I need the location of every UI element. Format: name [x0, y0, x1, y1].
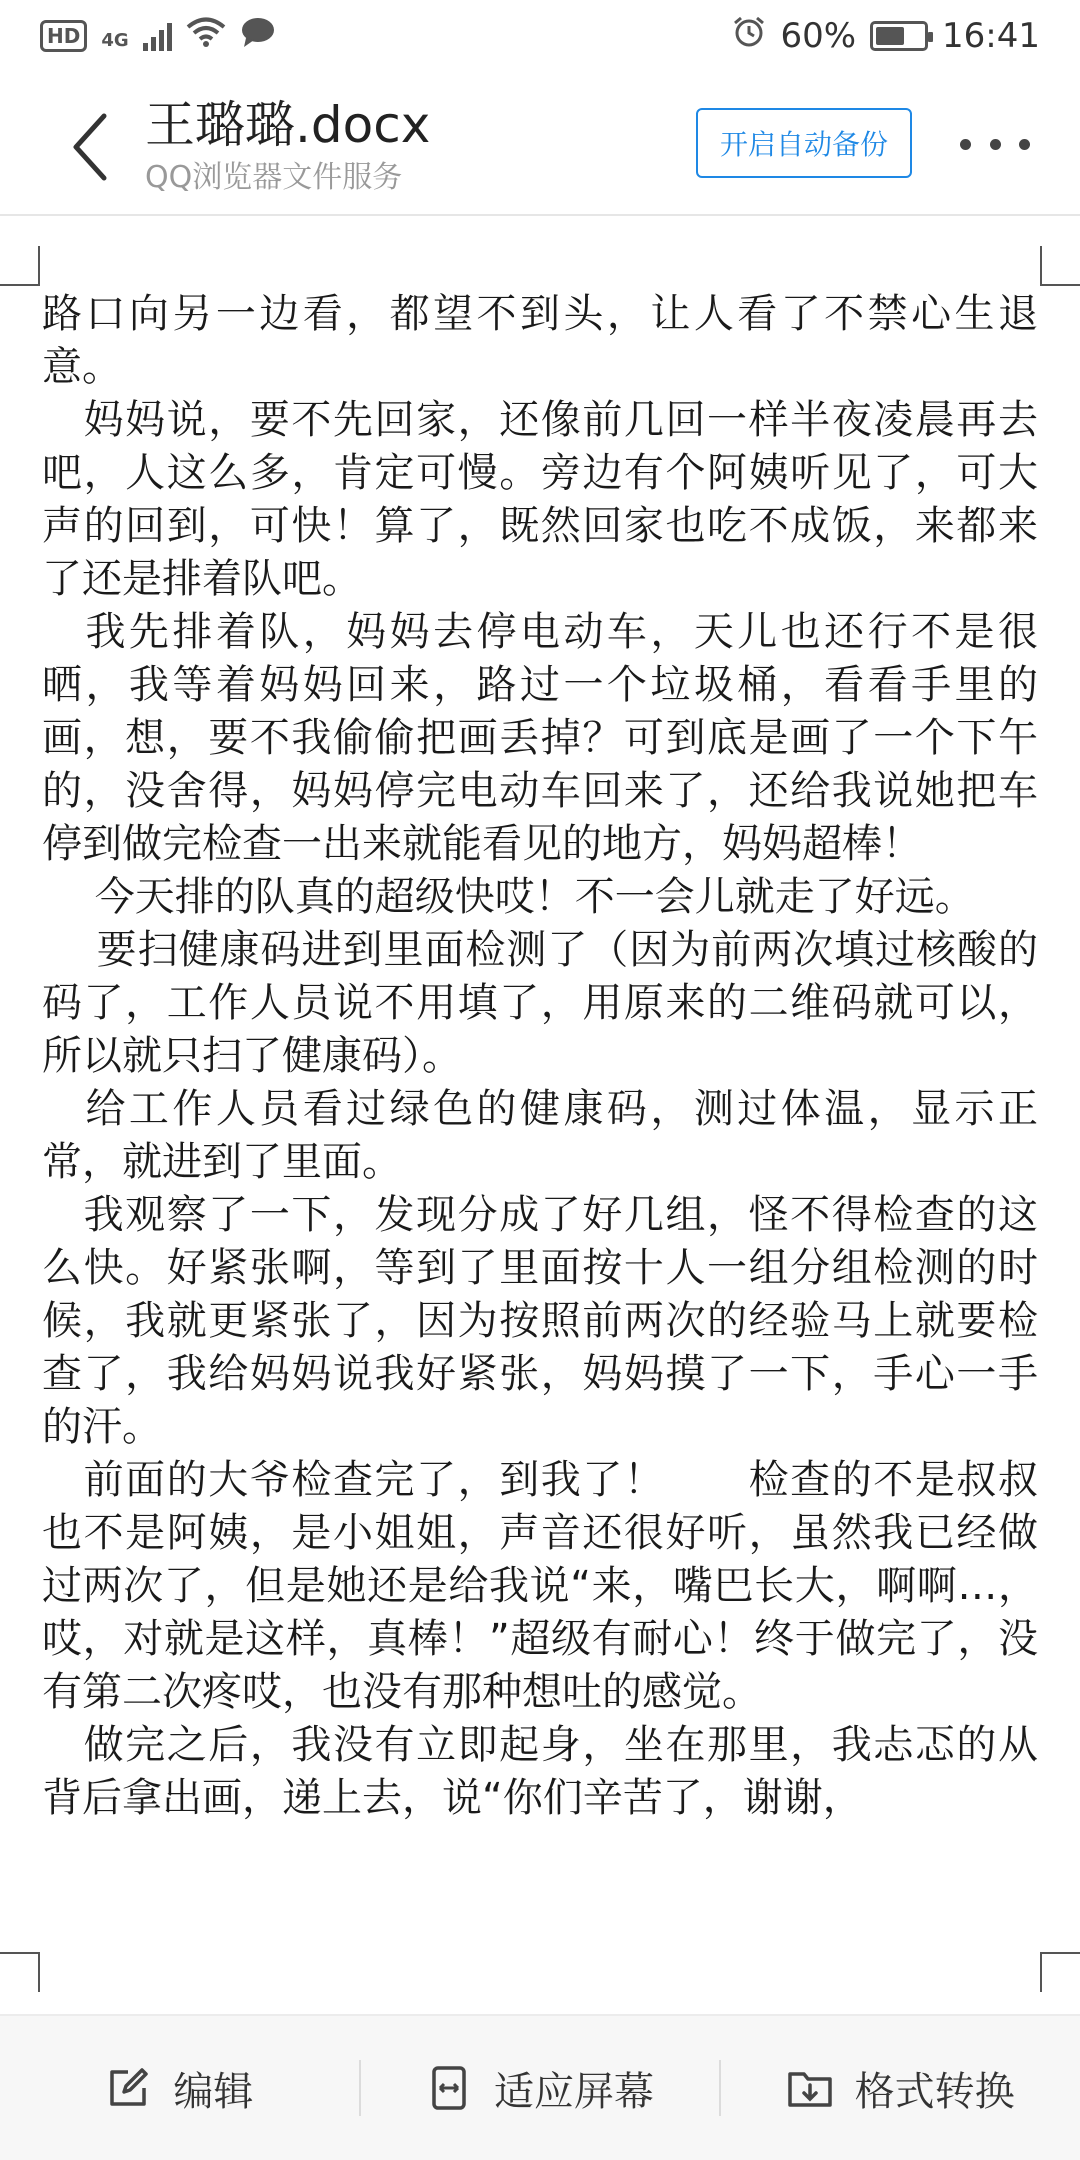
- more-dot-icon: [1019, 139, 1030, 150]
- fit-screen-label: 适应屏幕: [494, 2068, 654, 2115]
- chat-bubble-icon: [240, 16, 276, 57]
- alarm-icon: [732, 15, 766, 58]
- title-block: [145, 94, 430, 200]
- back-button[interactable]: [50, 102, 130, 192]
- edit-button[interactable]: [0, 2016, 359, 2160]
- edit-label: 编辑: [173, 2068, 254, 2115]
- bottom-toolbar: [0, 2014, 1080, 2160]
- document-source: QQ浏览器文件服务: [145, 160, 403, 195]
- signal-icon: [143, 21, 172, 51]
- clock: 16:41: [942, 16, 1040, 56]
- status-bar: [0, 0, 1080, 72]
- paragraph: 妈妈说，要不先回家，还像前几回一样半夜凌晨再去吧，人这么多，肯定可慢。旁边有个阿姨听见了，可大声的回到，可快！算了，既然回家也吃不成饭，来都来了还是排着队吧。: [42, 397, 1038, 602]
- document-title: 王璐璐.docx: [145, 96, 431, 154]
- wifi-icon: [186, 16, 226, 57]
- paragraph: 我先排着队，妈妈去停电动车，天儿也还行不是很晒，我等着妈妈回来，路过一个垃圾桶，看看手里的画，想，要不我偷偷把画丢掉？可到底是画了一个下午的，没舍得，妈妈停完电动车回来了，还给我说她把车停到做完检查一出来就能看见的地方，妈妈超棒！: [42, 609, 1038, 867]
- hd-icon: HD: [40, 20, 87, 52]
- format-convert-button[interactable]: [721, 2016, 1080, 2160]
- chevron-left-icon: [70, 112, 110, 182]
- status-left: [40, 16, 276, 57]
- document-viewer[interactable]: [0, 218, 1080, 2014]
- document-body: [42, 288, 1038, 1825]
- paragraph: 我观察了一下，发现分成了好几组，怪不得检查的这么快。好紧张啊，等到了里面按十人一组分组检测的时候，我就更紧张了，因为按照前两次的经验马上就要检查了，我给妈妈说我好紧张，妈妈摸了一下，手心一手的汗。: [42, 1192, 1038, 1450]
- network-type-label: 4G: [101, 29, 129, 51]
- fit-screen-button[interactable]: [361, 2016, 720, 2160]
- more-options-button[interactable]: [960, 124, 1030, 164]
- edit-icon: [105, 2065, 151, 2111]
- paragraph: 做完之后，我没有立即起身，坐在那里，我忐忑的从背后拿出画，递上去，说“你们辛苦了，谢谢，: [42, 1722, 1038, 1821]
- battery-percent: 60%: [780, 16, 857, 56]
- app-header: [0, 72, 1080, 216]
- fit-screen-icon: [426, 2065, 472, 2111]
- page-corner-mark: [0, 246, 40, 286]
- more-dot-icon: [990, 139, 1001, 150]
- page-corner-mark: [0, 1952, 40, 1992]
- paragraph: 前面的大爷检查完了，到我了！ 检查的不是叔叔也不是阿姨，是小姐姐，声音还很好听，虽然我已经做过两次了，但是她还是给我说“来，嘴巴长大，啊啊…，哎，对就是这样，真棒！”超级有耐心！终于做完了，没有第二次疼哎，也没有那种想吐的感觉。: [42, 1457, 1038, 1715]
- paragraph: 给工作人员看过绿色的健康码，测过体温，显示正常，就进到了里面。: [42, 1086, 1038, 1185]
- status-right: [732, 15, 1040, 58]
- more-dot-icon: [960, 139, 971, 150]
- page-corner-mark: [1040, 1952, 1080, 1992]
- paragraph: 今天排的队真的超级快哎！不一会儿就走了好远。: [42, 874, 975, 920]
- paragraph: 路口向另一边看，都望不到头，让人看了不禁心生退意。: [42, 291, 1038, 390]
- format-convert-icon: [787, 2065, 833, 2111]
- auto-backup-button[interactable]: 开启自动备份: [696, 108, 912, 178]
- format-convert-label: 格式转换: [854, 2068, 1015, 2115]
- battery-fill: [876, 27, 904, 45]
- page-corner-mark: [1040, 246, 1080, 286]
- battery-icon: [870, 21, 928, 51]
- paragraph: 要扫健康码进到里面检测了（因为前两次填过核酸的码了，工作人员说不用填了，用原来的二维码就可以，所以就只扫了健康码）。: [42, 927, 1038, 1079]
